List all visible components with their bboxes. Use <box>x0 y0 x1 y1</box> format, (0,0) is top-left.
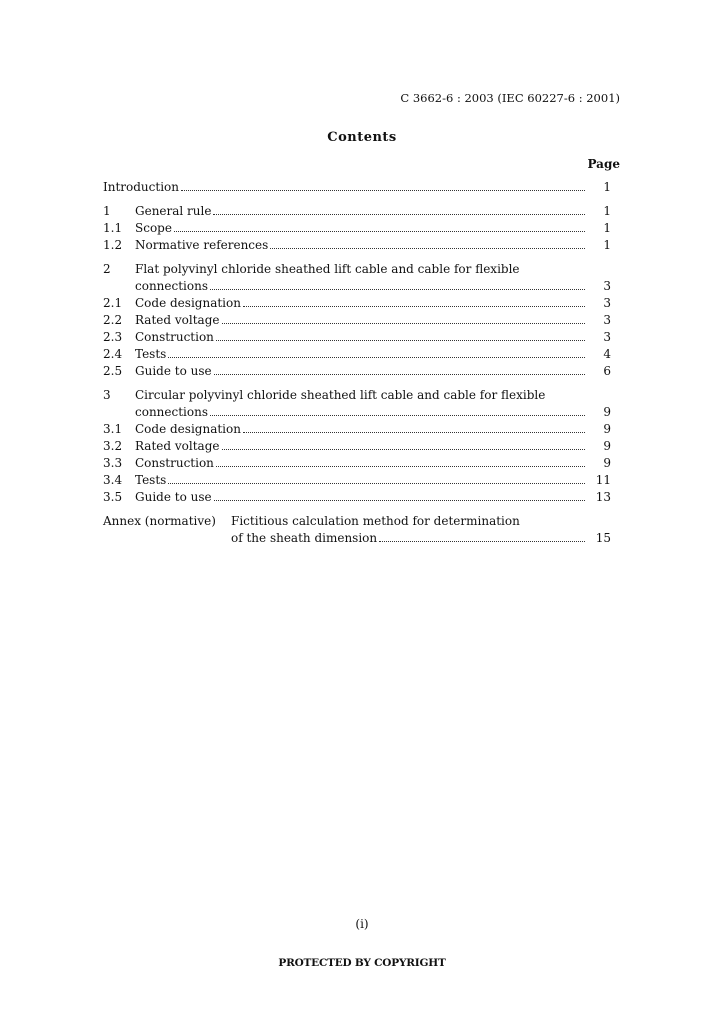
toc-number: 2.5 <box>103 364 123 378</box>
toc-number: 3.5 <box>103 490 123 504</box>
toc-label: Flat polyvinyl chloride sheathed lift cable and cable for flexible <box>135 262 520 276</box>
toc-entry-2-3[interactable] <box>103 329 611 346</box>
toc-number: 3.4 <box>103 473 123 487</box>
toc-label: Tests <box>135 347 167 361</box>
toc-number: 2.1 <box>103 296 123 310</box>
dot-leader <box>379 541 585 542</box>
dot-leader <box>174 231 585 232</box>
toc-label: Tests <box>135 473 167 487</box>
toc-number: 3 <box>103 388 111 402</box>
dot-leader <box>168 483 585 484</box>
toc-entry-3-line2[interactable] <box>103 404 611 421</box>
toc-label: Rated voltage <box>135 313 220 327</box>
toc-page: 9 <box>603 439 611 453</box>
dot-leader <box>270 248 585 249</box>
toc-entry-annex-line2[interactable] <box>103 530 611 547</box>
toc-number: 1.2 <box>103 238 123 252</box>
toc-label: Code designation <box>135 296 241 310</box>
toc-entry-2-line1[interactable] <box>103 261 611 278</box>
toc-number: 3.2 <box>103 439 123 453</box>
toc-label: Guide to use <box>135 490 212 504</box>
toc-page: 9 <box>603 405 611 419</box>
toc-entry-2-1[interactable] <box>103 295 611 312</box>
toc-label: Circular polyvinyl chloride sheathed lift cable and cable for flexible <box>135 388 546 402</box>
toc-entry-introduction[interactable] <box>103 179 611 196</box>
dot-leader <box>216 340 585 341</box>
dot-leader <box>213 214 585 215</box>
toc-number: 2.3 <box>103 330 123 344</box>
toc-label-continued: connections <box>135 279 208 293</box>
dot-leader <box>214 500 585 501</box>
toc-page: 1 <box>603 180 611 194</box>
toc-number: 2.4 <box>103 347 123 361</box>
toc-page: 15 <box>595 531 611 545</box>
dot-leader <box>210 289 585 290</box>
toc-label: Construction <box>135 330 214 344</box>
toc-number: 1.1 <box>103 221 123 235</box>
dot-leader <box>210 415 585 416</box>
toc-page: 6 <box>603 364 611 378</box>
toc-label-continued: of the sheath dimension <box>231 531 378 545</box>
toc-entry-3-1[interactable] <box>103 421 611 438</box>
toc-number: 3.1 <box>103 422 123 436</box>
toc-entry-3-3[interactable] <box>103 455 611 472</box>
dot-leader <box>222 449 586 450</box>
dot-leader <box>222 323 586 324</box>
document-header: C 3662-6 : 2003 (IEC 60227-6 : 2001) <box>400 91 620 105</box>
toc-label-continued: connections <box>135 405 208 419</box>
toc-label: General rule <box>135 204 212 218</box>
dot-leader <box>243 306 585 307</box>
toc-label: Code designation <box>135 422 241 436</box>
table-of-contents <box>103 179 611 547</box>
dot-leader <box>214 374 585 375</box>
toc-page: 9 <box>603 422 611 436</box>
dot-leader <box>181 190 585 191</box>
toc-page: 9 <box>603 456 611 470</box>
toc-label: Scope <box>135 221 172 235</box>
toc-number: 2 <box>103 262 111 276</box>
toc-page: 4 <box>603 347 611 361</box>
page-title: Contents <box>327 130 397 145</box>
toc-page: 1 <box>603 204 611 218</box>
toc-label: Fictitious calculation method for determination <box>231 514 520 528</box>
page-column-label: Page <box>587 157 620 171</box>
toc-label: Guide to use <box>135 364 212 378</box>
toc-entry-3-2[interactable] <box>103 438 611 455</box>
toc-page: 1 <box>603 238 611 252</box>
toc-entry-2-5[interactable] <box>103 363 611 380</box>
toc-number: 2.2 <box>103 313 123 327</box>
toc-label: Introduction <box>103 180 179 194</box>
toc-page: 3 <box>603 296 611 310</box>
toc-page: 3 <box>603 279 611 293</box>
toc-page: 3 <box>603 313 611 327</box>
page-number: (i) <box>355 917 369 931</box>
toc-entry-1-2[interactable] <box>103 237 611 254</box>
annex-prefix: Annex (normative) <box>103 514 216 528</box>
toc-label: Normative references <box>135 238 269 252</box>
toc-entry-3-5[interactable] <box>103 489 611 506</box>
toc-entry-1-1[interactable] <box>103 220 611 237</box>
toc-entry-3-4[interactable] <box>103 472 611 489</box>
toc-entry-annex-line1[interactable] <box>103 513 611 530</box>
toc-number: 1 <box>103 204 111 218</box>
toc-entry-2-2[interactable] <box>103 312 611 329</box>
toc-page: 11 <box>595 473 611 487</box>
dot-leader <box>216 466 585 467</box>
toc-page: 1 <box>603 221 611 235</box>
toc-label: Construction <box>135 456 214 470</box>
toc-page: 13 <box>595 490 611 504</box>
toc-entry-2-line2[interactable] <box>103 278 611 295</box>
toc-entry-3-line1[interactable] <box>103 387 611 404</box>
copyright-notice: PROTECTED BY COPYRIGHT <box>278 957 446 969</box>
toc-label: Rated voltage <box>135 439 220 453</box>
toc-entry-1[interactable] <box>103 203 611 220</box>
dot-leader <box>243 432 585 433</box>
toc-number: 3.3 <box>103 456 123 470</box>
dot-leader <box>168 357 585 358</box>
toc-entry-2-4[interactable] <box>103 346 611 363</box>
toc-page: 3 <box>603 330 611 344</box>
